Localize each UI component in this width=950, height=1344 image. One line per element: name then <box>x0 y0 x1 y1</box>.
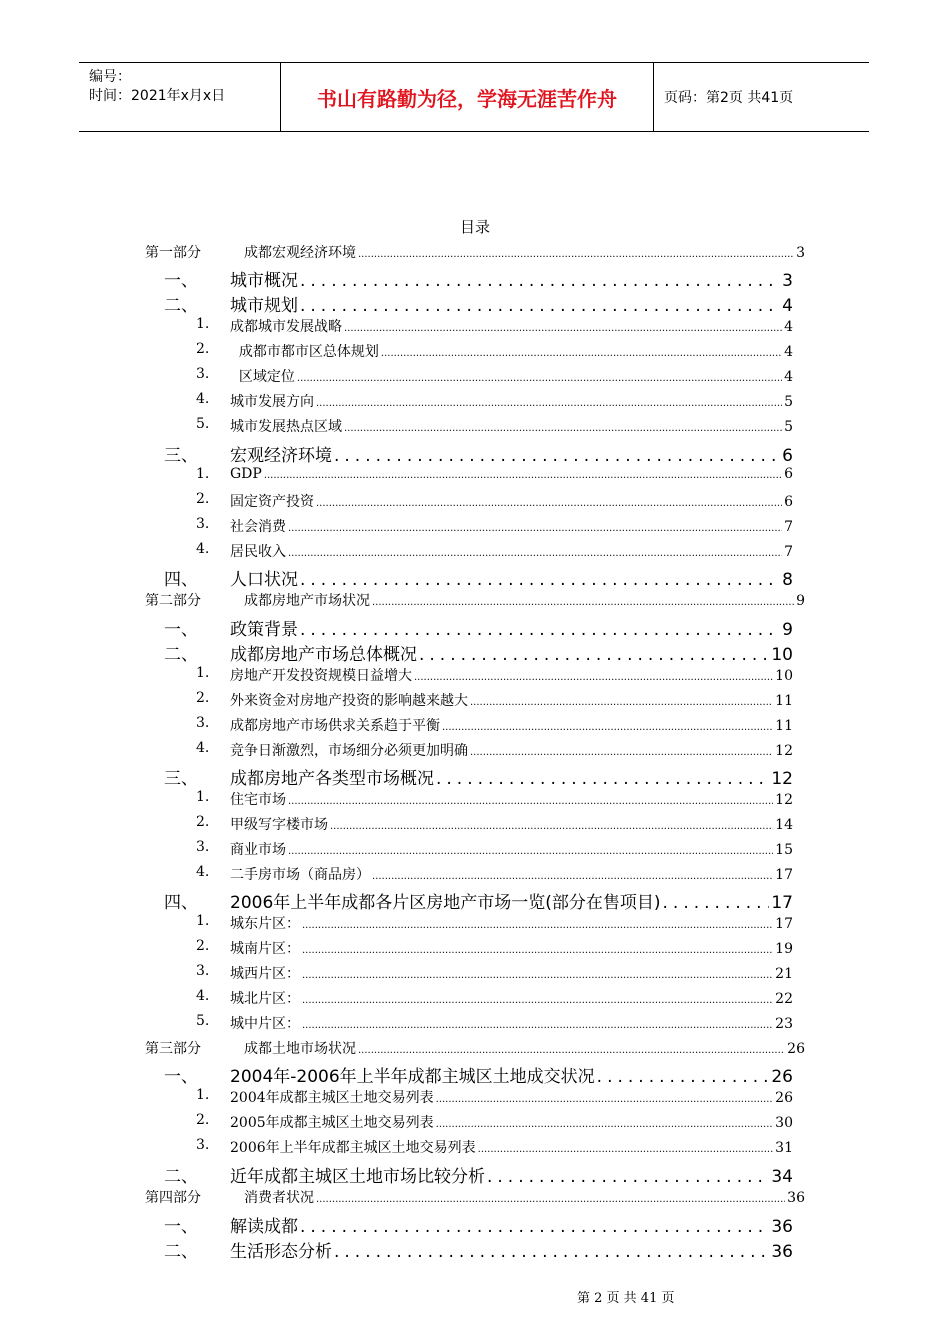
toc-entry-text: 城市概况 <box>230 271 298 291</box>
toc-entry-sec[interactable] <box>160 888 793 912</box>
toc-entry-sub[interactable] <box>196 516 793 536</box>
toc-leader-dots <box>344 323 782 334</box>
toc-entry-text: 成都房地产市场总体概况 <box>230 645 417 665</box>
toc-entry-page: 4 <box>784 319 793 335</box>
toc-entry-body <box>230 565 793 590</box>
toc-entry-sec[interactable] <box>160 1237 793 1261</box>
toc-leader-dots <box>316 1194 785 1205</box>
toc-entry-sub[interactable] <box>196 963 793 983</box>
toc-entry-page: 7 <box>784 519 793 535</box>
toc-entry-page: 12 <box>771 769 793 789</box>
toc-entry-number: 4. <box>196 864 210 880</box>
toc-entry-body <box>230 516 793 536</box>
toc-entry-body <box>230 640 793 665</box>
toc-entry-page: 12 <box>775 792 793 808</box>
toc-entry-body <box>230 491 793 511</box>
toc-entry-page: 23 <box>775 1016 793 1032</box>
toc-entry-body <box>230 441 793 466</box>
toc-leader-dots <box>436 769 769 789</box>
toc-entry-text: 成都城市发展战略 <box>230 319 342 335</box>
toc-entry-body <box>230 715 793 735</box>
toc-entry-number: 3. <box>196 715 210 731</box>
toc-entry-sub[interactable] <box>196 938 793 958</box>
toc-entry-number: 5. <box>196 1013 210 1029</box>
header-page-info: 页码：第2页 共41页 <box>664 90 794 106</box>
toc-leader-dots <box>302 1020 773 1031</box>
toc-entry-number: 1. <box>196 1087 210 1103</box>
toc-entry-body <box>230 1013 793 1033</box>
toc-leader-dots <box>316 498 782 509</box>
toc-entry-number: 1. <box>196 466 210 482</box>
toc-leader-dots <box>288 796 773 807</box>
toc-entry-text: 成都房地产市场供求关系趋于平衡 <box>230 718 440 734</box>
toc-entry-sub[interactable] <box>196 814 793 834</box>
toc-entry-sub[interactable] <box>196 466 793 486</box>
toc-entry-sub[interactable] <box>196 491 793 511</box>
toc-entry-page: 3 <box>796 245 805 261</box>
toc-entry-sub[interactable] <box>196 913 793 933</box>
toc-entry-body <box>230 366 793 386</box>
toc-entry-text: 商业市场 <box>230 842 286 858</box>
toc-entry-body <box>230 864 793 884</box>
toc-entry-body <box>230 466 793 482</box>
toc-entry-sec[interactable] <box>160 615 793 639</box>
toc-entry-number: 第一部分 <box>145 245 201 261</box>
toc-entry-page: 11 <box>775 718 793 734</box>
toc-entry-page: 17 <box>775 867 793 883</box>
toc-entry-body <box>230 1112 793 1132</box>
toc-entry-text: 成都房地产各类型市场概况 <box>230 769 434 789</box>
toc-entry-sec[interactable] <box>160 291 793 315</box>
toc-entry-page: 26 <box>787 1041 805 1057</box>
toc-entry-text: 城东片区： <box>230 916 300 932</box>
toc-leader-dots <box>372 597 794 608</box>
toc-entry-sub[interactable] <box>196 715 793 735</box>
toc-entry-number: 5. <box>196 416 210 432</box>
toc-entry-text: 政策背景 <box>230 620 298 640</box>
toc-entry-number: 2. <box>196 938 210 954</box>
toc-entry-body <box>230 839 793 859</box>
toc-leader-dots <box>334 446 780 466</box>
toc-entry-page: 10 <box>775 668 793 684</box>
toc-leader-dots <box>300 620 780 640</box>
toc-entry-text: 成都宏观经济环境 <box>244 245 356 261</box>
toc-entry-number: 2. <box>196 491 210 507</box>
toc-entry-number: 3. <box>196 963 210 979</box>
toc-entry-sub[interactable] <box>196 839 793 859</box>
toc-entry-sub[interactable] <box>196 391 793 411</box>
toc-entry-text: 甲级写字楼市场 <box>230 817 328 833</box>
toc-entry-number: 一、 <box>164 1217 198 1237</box>
toc-entry-sub[interactable] <box>196 341 793 361</box>
toc-entry-text: 城西片区： <box>230 966 300 982</box>
toc-entry-text: 2006年上半年成都各片区房地产市场一览(部分在售项目) <box>230 893 661 913</box>
toc-entry-text: 2006年上半年成都主城区土地交易列表 <box>230 1140 476 1156</box>
toc-entry-body <box>230 963 793 983</box>
toc-entry-text: 成都房地产市场状况 <box>244 593 370 609</box>
toc-entry-sub[interactable] <box>196 541 793 561</box>
toc-entry-number: 第四部分 <box>145 1190 201 1206</box>
toc-leader-dots <box>288 523 782 534</box>
toc-entry-text: 居民收入 <box>230 544 286 560</box>
toc-entry-body <box>230 541 793 561</box>
toc-leader-dots <box>470 697 773 708</box>
toc-entry-page: 21 <box>775 966 793 982</box>
toc-entry-number: 四、 <box>164 570 198 590</box>
toc-entry-body <box>230 789 793 809</box>
toc-entry-number: 二、 <box>164 1242 198 1262</box>
toc-entry-sec[interactable] <box>160 1062 793 1086</box>
toc-entry-sub[interactable] <box>196 1013 793 1033</box>
toc-entry-page: 31 <box>775 1140 793 1156</box>
toc-entry-number: 三、 <box>164 446 198 466</box>
toc-entry-body <box>230 665 793 685</box>
toc-entry-number: 四、 <box>164 893 198 913</box>
toc-entry-text: 社会消费 <box>230 519 286 535</box>
toc-leader-dots <box>297 373 782 384</box>
toc-entry-text: 2004年-2006年上半年成都主城区土地成交状况 <box>230 1067 595 1087</box>
toc-leader-dots <box>302 945 773 956</box>
toc-entry-page: 26 <box>775 1090 793 1106</box>
toc-entry-body <box>230 1062 793 1087</box>
toc-entry-page: 8 <box>782 570 793 590</box>
toc-entry-number: 1. <box>196 789 210 805</box>
toc-entry-part[interactable] <box>145 590 805 608</box>
toc-entry-sec[interactable] <box>160 640 793 664</box>
toc-entry-body <box>244 1038 805 1058</box>
toc-leader-dots <box>436 1094 774 1105</box>
page-header <box>79 62 869 132</box>
footer-page-number: 第 2 页 共 41 页 <box>577 1291 675 1306</box>
toc-entry-body <box>230 1162 793 1187</box>
toc-entry-number: 2. <box>196 341 210 357</box>
toc-entry-page: 30 <box>775 1115 793 1131</box>
toc-entry-body <box>230 764 793 789</box>
toc-entry-page: 34 <box>771 1167 793 1187</box>
toc-entry-page: 4 <box>782 296 793 316</box>
toc-entry-text: 近年成都主城区土地市场比较分析 <box>230 1167 485 1187</box>
header-number-label: 编号： <box>89 69 131 85</box>
toc-entry-number: 1. <box>196 913 210 929</box>
toc-leader-dots <box>372 871 773 882</box>
toc-leader-dots <box>330 821 773 832</box>
toc-leader-dots <box>414 672 773 683</box>
toc-entry-part[interactable] <box>145 1187 805 1205</box>
toc-entry-number: 4. <box>196 740 210 756</box>
toc-entry-text: 房地产开发投资规模日益增大 <box>230 668 412 684</box>
toc-entry-number: 二、 <box>164 645 198 665</box>
toc-entry-text: 城市发展方向 <box>230 394 314 410</box>
toc-entry-body <box>230 316 793 336</box>
toc-entry-sub[interactable] <box>196 665 793 685</box>
toc-title: 目录 <box>459 218 490 236</box>
toc-entry-sec[interactable] <box>160 565 793 589</box>
toc-entry-number: 2. <box>196 1112 210 1128</box>
toc-entry-page: 14 <box>775 817 793 833</box>
toc-entry-sub[interactable] <box>196 1137 793 1157</box>
toc-leader-dots <box>487 1167 769 1187</box>
toc-entry-sub[interactable] <box>196 316 793 336</box>
toc-entry-page: 11 <box>775 693 793 709</box>
toc-entry-page: 15 <box>775 842 793 858</box>
toc-entry-part[interactable] <box>145 242 805 260</box>
toc-entry-sub[interactable] <box>196 1087 793 1107</box>
toc-leader-dots <box>302 920 773 931</box>
toc-entry-page: 26 <box>771 1067 793 1087</box>
toc-entry-page: 6 <box>782 446 793 466</box>
toc-entry-sec[interactable] <box>160 764 793 788</box>
toc-entry-number: 3. <box>196 1137 210 1153</box>
toc-entry-page: 36 <box>771 1217 793 1237</box>
header-motto: 书山有路勤为径，学海无涯苦作舟 <box>281 63 654 131</box>
toc-entry-text: 解读成都 <box>230 1217 298 1237</box>
toc-entry-number: 3. <box>196 366 210 382</box>
toc-entry-text: 城北片区： <box>230 991 300 1007</box>
toc-entry-page: 17 <box>771 893 793 913</box>
toc-entry-body <box>230 938 793 958</box>
toc-entry-number: 4. <box>196 988 210 1004</box>
toc-entry-number: 2. <box>196 690 210 706</box>
toc-entry-number: 第三部分 <box>145 1041 201 1057</box>
toc-entry-page: 9 <box>796 593 805 609</box>
toc-entry-number: 一、 <box>164 620 198 640</box>
toc-entry-text: 生活形态分析 <box>230 1242 332 1262</box>
toc-entry-body <box>230 291 793 316</box>
toc-leader-dots <box>300 1217 769 1237</box>
toc-entry-sub[interactable] <box>196 416 793 436</box>
toc-leader-dots <box>288 548 782 559</box>
toc-entry-page: 36 <box>771 1242 793 1262</box>
toc-entry-sub[interactable] <box>196 690 793 710</box>
toc-entry-body <box>230 913 793 933</box>
toc-entry-number: 2. <box>196 814 210 830</box>
toc-entry-page: 12 <box>775 743 793 759</box>
toc-entry-body <box>230 814 793 834</box>
toc-entry-number: 3. <box>196 839 210 855</box>
toc-entry-number: 一、 <box>164 1067 198 1087</box>
toc-entry-body <box>230 888 793 913</box>
toc-entry-text: 人口状况 <box>230 570 298 590</box>
toc-entry-body <box>230 416 793 436</box>
toc-entry-body <box>244 590 805 610</box>
toc-leader-dots <box>300 296 780 316</box>
toc-leader-dots <box>470 747 773 758</box>
toc-entry-number: 3. <box>196 516 210 532</box>
toc-entry-part[interactable] <box>145 1038 805 1056</box>
toc-entry-body <box>230 341 793 361</box>
toc-entry-page: 9 <box>782 620 793 640</box>
toc-entry-text: 城市规划 <box>230 296 298 316</box>
toc-entry-body <box>230 690 793 710</box>
toc-leader-dots <box>358 249 794 260</box>
toc-entry-sec[interactable] <box>160 266 793 290</box>
toc-entry-text: 住宅市场 <box>230 792 286 808</box>
toc-entry-body <box>244 1187 805 1207</box>
toc-entry-text: 2005年成都主城区土地交易列表 <box>230 1115 434 1131</box>
toc-leader-dots <box>478 1144 774 1155</box>
toc-entry-text: GDP <box>230 466 262 482</box>
toc-entry-page: 5 <box>784 394 793 410</box>
toc-entry-sub[interactable] <box>196 366 793 386</box>
toc-leader-dots <box>302 995 773 1006</box>
toc-leader-dots <box>302 970 773 981</box>
toc-entry-body <box>230 1137 793 1157</box>
toc-entry-number: 4. <box>196 391 210 407</box>
toc-leader-dots <box>663 893 770 913</box>
toc-entry-number: 1. <box>196 316 210 332</box>
toc-entry-page: 3 <box>782 271 793 291</box>
toc-entry-page: 17 <box>775 916 793 932</box>
toc-entry-number: 二、 <box>164 296 198 316</box>
toc-entry-number: 二、 <box>164 1167 198 1187</box>
toc-entry-body <box>230 266 793 291</box>
toc-entry-number: 4. <box>196 541 210 557</box>
toc-entry-body <box>230 391 793 411</box>
toc-entry-number: 第二部分 <box>145 593 201 609</box>
toc-leader-dots <box>436 1119 774 1130</box>
toc-entry-text: 宏观经济环境 <box>230 446 332 466</box>
toc-leader-dots <box>381 348 782 359</box>
toc-entry-sec[interactable] <box>160 1162 793 1186</box>
toc-entry-page: 19 <box>775 941 793 957</box>
toc-entry-text: 城中片区： <box>230 1016 300 1032</box>
toc-entry-body <box>230 615 793 640</box>
toc-entry-number: 三、 <box>164 769 198 789</box>
toc-leader-dots <box>344 423 782 434</box>
toc-entry-text: 二手房市场（商品房） <box>230 867 370 883</box>
toc-entry-sub[interactable] <box>196 864 793 884</box>
toc-entry-text: 区域定位 <box>230 369 295 385</box>
toc-leader-dots <box>419 645 769 665</box>
toc-entry-number: 1. <box>196 665 210 681</box>
toc-entry-sub[interactable] <box>196 1112 793 1132</box>
toc-entry-page: 4 <box>784 369 793 385</box>
toc-entry-body <box>244 242 805 262</box>
toc-entry-page: 36 <box>787 1190 805 1206</box>
toc-entry-sub[interactable] <box>196 988 793 1008</box>
header-time-label: 时间：2021年x月x日 <box>89 88 226 104</box>
toc-entry-sub[interactable] <box>196 789 793 809</box>
toc-entry-page: 6 <box>784 466 793 482</box>
toc-entry-text: 竞争日渐激烈，市场细分必须更加明确 <box>230 743 468 759</box>
toc-leader-dots <box>358 1045 785 1056</box>
toc-entry-text: 2004年成都主城区土地交易列表 <box>230 1090 434 1106</box>
toc-entry-text: 成都土地市场状况 <box>244 1041 356 1057</box>
toc-leader-dots <box>316 398 782 409</box>
toc-entry-text: 城南片区： <box>230 941 300 957</box>
toc-entry-page: 4 <box>784 344 793 360</box>
toc-entry-body <box>230 1087 793 1107</box>
header-meta <box>79 63 281 131</box>
toc-entry-sec[interactable] <box>160 1212 793 1236</box>
toc-leader-dots <box>300 271 780 291</box>
toc-entry-page: 10 <box>771 645 793 665</box>
toc-entry-text: 外来资金对房地产投资的影响越来越大 <box>230 693 468 709</box>
toc-entry-page: 7 <box>784 544 793 560</box>
toc-leader-dots <box>264 470 782 481</box>
toc-entry-sub[interactable] <box>196 740 793 760</box>
toc-leader-dots <box>288 846 773 857</box>
toc-leader-dots <box>334 1242 769 1262</box>
toc-entry-text: 消费者状况 <box>244 1190 314 1206</box>
toc-entry-body <box>230 1212 793 1237</box>
toc-entry-body <box>230 988 793 1008</box>
toc-entry-body <box>230 1237 793 1262</box>
toc-leader-dots <box>597 1067 770 1087</box>
toc-entry-number: 一、 <box>164 271 198 291</box>
toc-leader-dots <box>442 722 773 733</box>
toc-entry-sec[interactable] <box>160 441 793 465</box>
toc-entry-text: 成都市都市区总体规划 <box>230 344 379 360</box>
toc-entry-page: 5 <box>784 419 793 435</box>
toc-entry-text: 固定资产投资 <box>230 494 314 510</box>
toc-leader-dots <box>300 570 780 590</box>
toc-entry-page: 6 <box>784 494 793 510</box>
toc-entry-text: 城市发展热点区域 <box>230 419 342 435</box>
toc-entry-page: 22 <box>775 991 793 1007</box>
toc-entry-body <box>230 740 793 760</box>
